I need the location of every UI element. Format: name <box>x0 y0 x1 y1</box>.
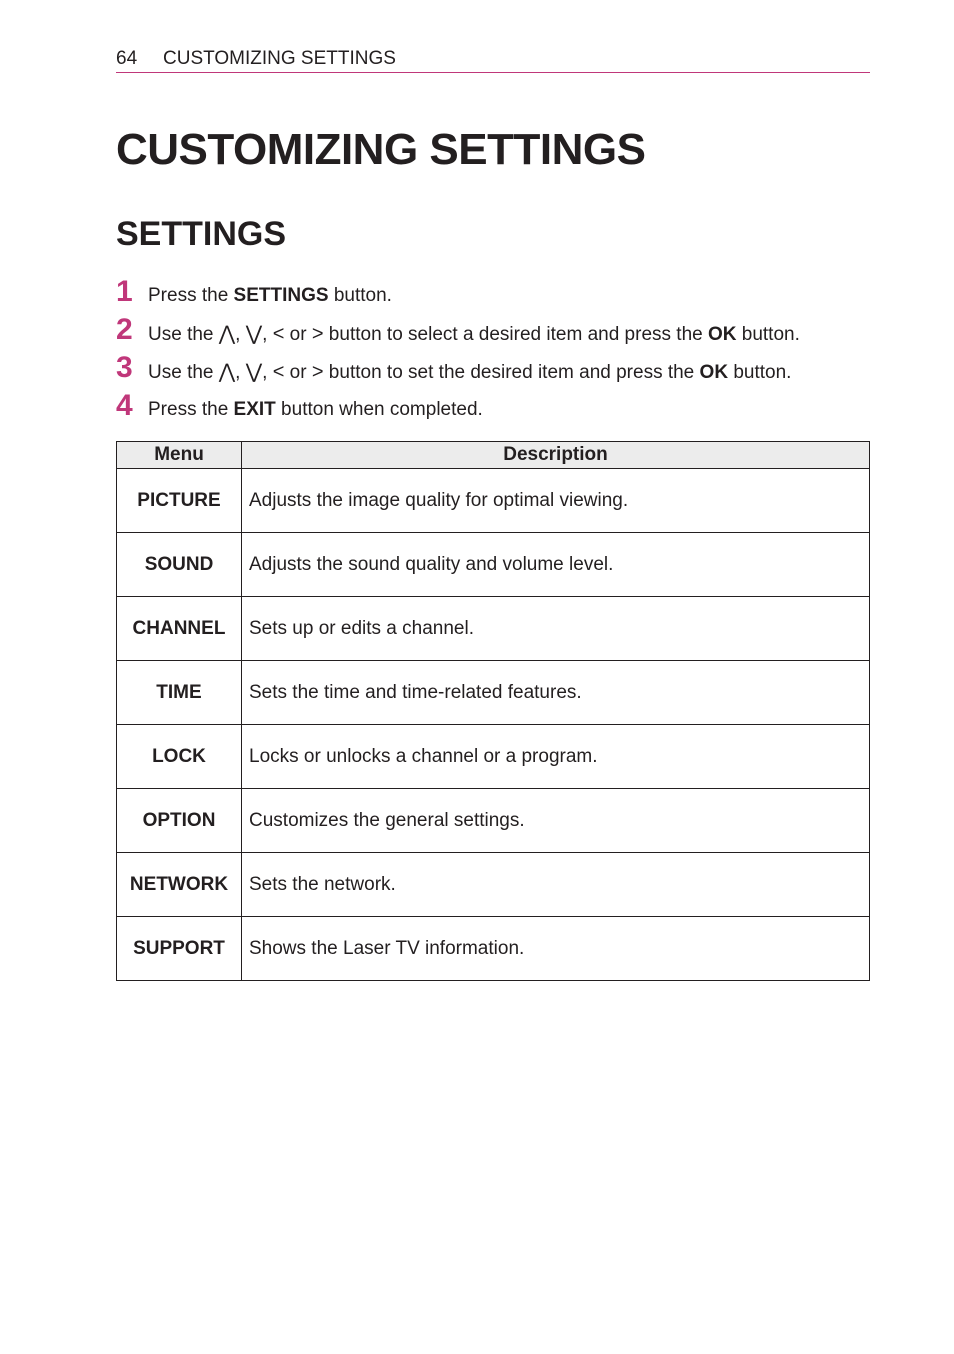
down-arrow-icon: ⋁ <box>245 361 263 383</box>
button-name: SETTINGS <box>233 285 329 306</box>
step-number: 3 <box>116 351 133 384</box>
menu-cell: PICTURE <box>117 469 242 533</box>
menu-cell: TIME <box>117 661 242 725</box>
or-text: or <box>284 324 312 345</box>
step-text <box>148 284 392 308</box>
chapter-title: CUSTOMIZING SETTINGS <box>116 125 646 174</box>
description-cell: Shows the Laser TV information. <box>242 917 870 981</box>
down-arrow-icon: ⋁ <box>245 323 263 345</box>
running-header <box>116 47 870 73</box>
table-row <box>117 725 870 789</box>
table-row <box>117 853 870 917</box>
or-text: or <box>284 362 312 383</box>
button-name: OK <box>707 324 737 345</box>
description-column-header: Description <box>242 442 870 469</box>
step-text <box>148 322 800 347</box>
description-cell: Customizes the general settings. <box>242 789 870 853</box>
menu-cell: LOCK <box>117 725 242 789</box>
button-name: EXIT <box>233 399 276 420</box>
description-cell: Locks or unlocks a channel or a program. <box>242 725 870 789</box>
step-text <box>148 360 791 385</box>
button-name: OK <box>699 362 729 383</box>
separator: , <box>262 324 273 345</box>
section-title: SETTINGS <box>116 215 287 253</box>
description-cell: Sets the network. <box>242 853 870 917</box>
step-text-pre: Press the <box>148 399 234 420</box>
separator: , <box>235 324 246 345</box>
step-text-post: button when completed. <box>275 399 483 420</box>
description-cell: Sets up or edits a channel. <box>242 597 870 661</box>
table-row <box>117 789 870 853</box>
step-text-post: button. <box>736 324 800 345</box>
settings-menu-table <box>116 441 870 981</box>
left-arrow-icon: < <box>272 323 285 345</box>
step-text-mid: button to select a desired item and press the <box>323 324 708 345</box>
step-text-mid: button to set the desired item and press the <box>323 362 700 383</box>
menu-column-header: Menu <box>117 442 242 469</box>
step-1 <box>116 276 876 314</box>
running-title: CUSTOMIZING SETTINGS <box>163 48 396 69</box>
description-cell: Adjusts the sound quality and volume level. <box>242 533 870 597</box>
step-number: 1 <box>116 275 133 308</box>
steps-list <box>116 276 876 428</box>
menu-cell: CHANNEL <box>117 597 242 661</box>
page-number: 64 <box>116 48 138 69</box>
table-row <box>117 597 870 661</box>
step-text-pre: Use the <box>148 324 219 345</box>
step-3 <box>116 352 876 390</box>
right-arrow-icon: > <box>311 323 324 345</box>
step-text-post: button. <box>728 362 792 383</box>
menu-cell: OPTION <box>117 789 242 853</box>
separator: , <box>262 362 273 383</box>
step-text-pre: Use the <box>148 362 219 383</box>
description-cell: Sets the time and time-related features. <box>242 661 870 725</box>
table-row <box>117 469 870 533</box>
up-arrow-icon: ⋀ <box>218 323 236 345</box>
table-row <box>117 661 870 725</box>
step-text-pre: Press the <box>148 285 234 306</box>
separator: , <box>235 362 246 383</box>
table-header-row <box>117 442 870 469</box>
up-arrow-icon: ⋀ <box>218 361 236 383</box>
table-row <box>117 533 870 597</box>
step-text <box>148 398 483 422</box>
menu-cell: SUPPORT <box>117 917 242 981</box>
step-2 <box>116 314 876 352</box>
step-4 <box>116 390 876 428</box>
right-arrow-icon: > <box>311 361 324 383</box>
step-number: 4 <box>116 389 133 422</box>
menu-cell: NETWORK <box>117 853 242 917</box>
description-cell: Adjusts the image quality for optimal viewing. <box>242 469 870 533</box>
menu-cell: SOUND <box>117 533 242 597</box>
left-arrow-icon: < <box>272 361 285 383</box>
step-text-post: button. <box>328 285 392 306</box>
step-number: 2 <box>116 313 133 346</box>
table-row <box>117 917 870 981</box>
